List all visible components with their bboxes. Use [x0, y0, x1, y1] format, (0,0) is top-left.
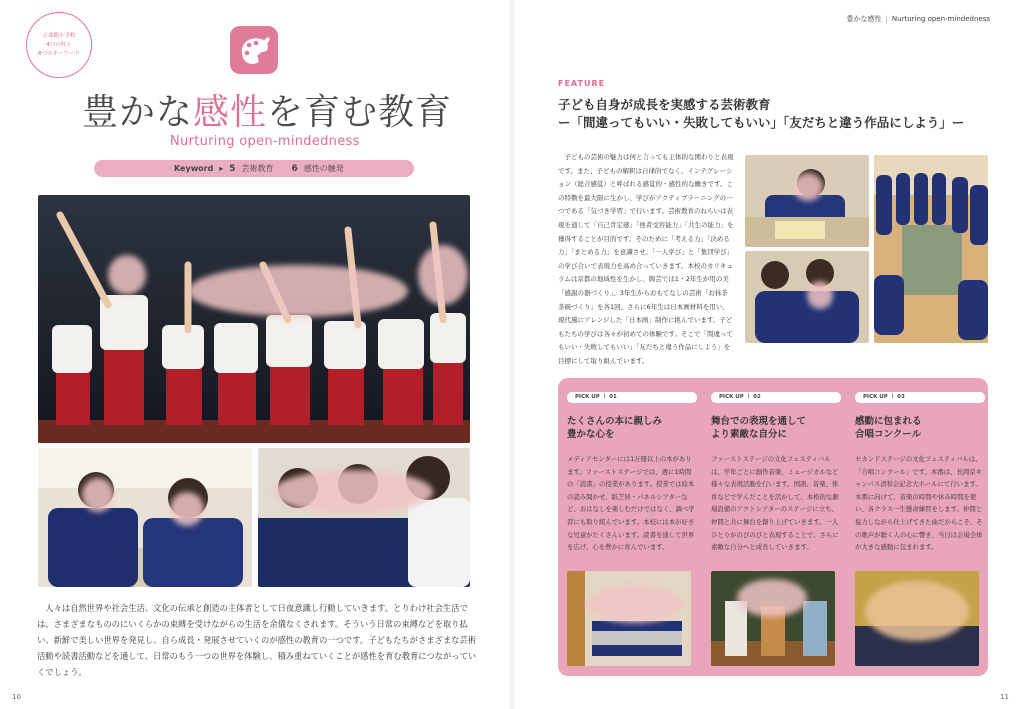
keyword-number: 5	[229, 163, 236, 174]
page-subtitle: Nurturing open-mindedness	[170, 134, 360, 149]
title-highlight: 感性	[193, 92, 268, 133]
pickup-item	[567, 392, 697, 554]
feature-label: FEATURE	[558, 79, 606, 88]
running-head-section: 豊かな感性	[846, 15, 882, 23]
pickup-photo-stage	[711, 571, 835, 666]
pickup-label: PICK UP ｜ 03	[855, 392, 985, 403]
badge-line: 4つの柱と	[46, 41, 72, 48]
title-text: を育む教育	[267, 92, 453, 133]
pickup-photo-chorus	[855, 571, 979, 666]
pickup-body: セカンドステージの文化フェスティバルは、「合唱コンクール」です。本番は、長岡京キャンパス清和会記念大ホールにて行います。本番に向けて、音楽の時間や休み時間を使い、各クラス一生懸命練習をします。仲間と協力しながら仕上げてきた曲だからこそ、その歌声が聴く人の心に響き、当日は会場全体が大きな感動に包まれます。	[855, 455, 983, 552]
pickup-label: PICK UP ｜ 01	[567, 392, 697, 403]
keyword-label: Keyword	[174, 164, 214, 173]
pickup-body: ファーストステージの文化フェスティバルは、学年ごとに創作音楽、ミュージカルなど様々な表現活動を行います。国語、音楽、体育などで学んだことを活かして、本格的な劇場設備のアクトシアターのステージに立ち、仲間と共に舞台を創り上げていきます。一人ひとりがのびのびと表現することで、さらに素敵な自分へと成長していきます。	[711, 455, 839, 552]
art-class-photo-2	[745, 251, 869, 343]
pickup-title: 感動に包まれる 合唱コンクール	[855, 416, 922, 440]
keyword-number: 6	[291, 163, 298, 174]
badge-line: 8つのキーワード	[38, 50, 80, 57]
keyword-text: 感性の触発	[303, 164, 344, 173]
running-head-english: Nurturing open-mindedness	[891, 15, 990, 23]
feature-body: 子どもの芸術の魅力は何と言っても主体的な関わりと表現です。また、子どもの解釈は自律的でなく、インテグレーション（総合感覚）と呼ばれる感覚的・感性的な働きです。この特徴を最大限に生かし、学びがアクティブラーニングの一つである「気づき学習」で行います。芸術教育のねらいは表現を通して「自己肯定感」「他者受容能力」「共生の能力」を獲得することが目的です。そのために「考える力」「決める力」「まとめる力」を意識させ、「一人学び」と「集団学び」の学び合いで表現力を高め合っていきます。本校のカリキュラムは京都の地域性を生かし、陶芸では1・2年生が用の美「感謝の器づくり」、3年生からおもてなしの芸術「お抹茶茶碗づくり」を各1回、さらに6年生は日本画材料を用い、現代風にアレンジした「日本画」制作に挑んでいます。子どもたちの学びは各々が初めての体験です。そこで「間違ってもいい・失敗してもいい」「友だちと違う作品にしよう」を目標にして取り組んでいます。	[558, 153, 734, 365]
feature-title-line: 子ども自身が成長を実感する芸術教育	[558, 97, 771, 112]
pickup-title: 舞台での表現を通して より素敵な自分に	[711, 416, 807, 440]
keyword-bar	[94, 160, 414, 177]
palette-icon	[230, 26, 278, 74]
feature-title	[558, 96, 964, 132]
page-number-right: 11	[1000, 693, 1009, 701]
badge-line: 立命館小学校	[42, 32, 76, 39]
pickup-item	[855, 392, 985, 554]
page-number-left: 10	[12, 693, 21, 701]
page-title	[82, 84, 452, 135]
feature-title-line: ー「間違ってもいい・失敗してもいい」「友だちと違う作品にしよう」ー	[558, 115, 965, 130]
intro-paragraph: 人々は自然世界や社会生活、文化の伝承と創造の主体者として日夜意識し行動していきます。とりわけ社会生活では、さまざまなもののにいくらかの束縛を受けながらの生活を余儀なくされます。そういう日常の束縛などを取り払い、新鮮で美しい世界を発見し、自ら成長・発展させていくのが感性の教育の一つです。子どもたちがさまざまな芸術活動や読書活動などを通して、日常のもう一つの世界を体験し、積み重ねていくことが感性を育む教育につながっていくでしょう。	[37, 603, 477, 677]
pickup-body: メディアセンターには1万冊以上の本があります。ファーストステージでは、週に1時間の「読書」の授業があります。授業では絵本の読み聞かせ、紙芝居・パネルシアターなど、おはなしを楽しむだけではなく、調べ学習にも取り組んでいます。本校には本が好きな児童がたくさんいます。読書を通して世界を広げ、心を豊かに育んでいます。	[567, 455, 695, 552]
keyword-text: 芸術教育	[241, 164, 274, 173]
stage-performance-photo	[38, 195, 470, 443]
running-head: 豊かな感性 | Nurturing open-mindedness	[846, 15, 990, 23]
reading-class-photo	[38, 448, 252, 587]
arrow-icon: ▸	[219, 164, 224, 173]
pickup-item	[711, 392, 841, 554]
art-class-photo-3	[874, 155, 988, 343]
series-badge	[26, 12, 92, 78]
classroom-performance-photo	[258, 448, 470, 587]
pickup-title: たくさんの本に親しみ 豊かな心を	[567, 416, 663, 440]
title-text: 豊かな	[82, 92, 194, 133]
pickup-photo-library	[567, 571, 691, 666]
pickup-label: PICK UP ｜ 02	[711, 392, 841, 403]
art-class-photo-1	[745, 155, 869, 247]
